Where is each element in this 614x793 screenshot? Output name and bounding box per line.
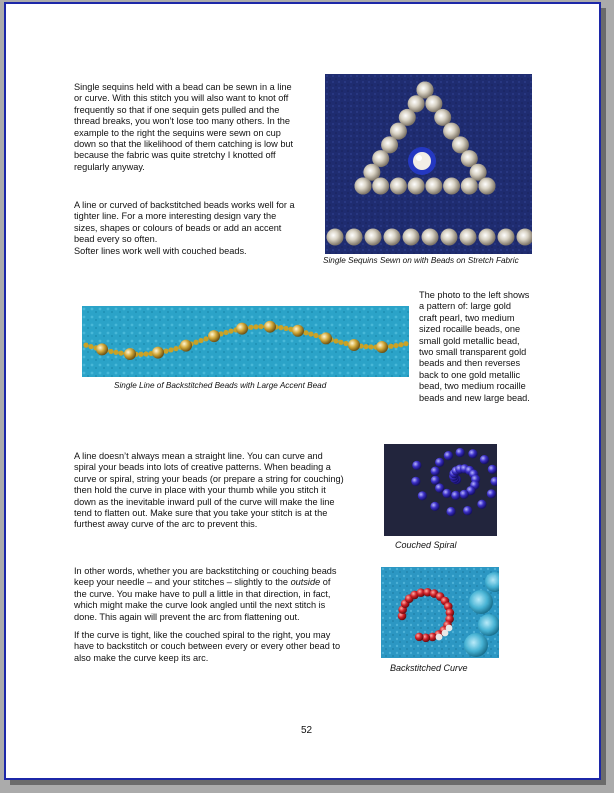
page-shadow-bottom: [10, 780, 606, 785]
seed-bead: [88, 344, 93, 349]
text-line: craft pearl, two medium: [419, 312, 515, 323]
spiral-bead: [446, 507, 455, 516]
spiral-bead: [460, 490, 469, 499]
text-line: beads and new large bead.: [419, 392, 530, 403]
sequin: [479, 178, 496, 195]
sequin: [460, 229, 477, 246]
sequins-caption: Single Sequins Sewn on with Beads on Stretch Fabric: [323, 256, 519, 265]
accent-bead: [292, 325, 304, 337]
seed-bead: [113, 350, 118, 355]
bead-pattern-description: [419, 290, 543, 404]
text-line: sizes, shapes or colours of beads or add an accent: [74, 222, 282, 233]
accent-bead: [236, 323, 248, 335]
couched-spiral-photo: [384, 444, 497, 536]
red-bead: [415, 633, 424, 642]
text-line: spiral your beads into lots of creative patterns. When beading a: [74, 462, 331, 473]
spiral-bead: [435, 458, 444, 467]
sequin: [425, 178, 442, 195]
text-line: Single sequins held with a bead can be sewn in a line: [74, 82, 292, 92]
text-line: If the curve is tight, like the couched spiral to the right, you may: [74, 630, 331, 640]
seed-bead: [163, 349, 168, 354]
text-line: tighter line. For a more interesting design vary the: [74, 211, 277, 222]
accent-bead: [96, 343, 108, 355]
seed-bead: [143, 351, 148, 356]
seed-bead: [368, 344, 373, 349]
backstitched-line-caption: Single Line of Backstitched Beads with Large Accent Bead: [114, 381, 327, 390]
backstitched-curve-photo: [381, 567, 499, 658]
seed-bead: [393, 343, 398, 348]
sequins-photo: [325, 74, 532, 254]
sequin: [441, 229, 458, 246]
accent-bead: [348, 339, 360, 351]
spiral-bead: [456, 448, 465, 457]
spiral-bead: [442, 489, 451, 498]
spiral-bead: [480, 455, 489, 464]
text-line: bead every so often.: [74, 234, 158, 245]
accent-bead: [320, 332, 332, 344]
accent-bead: [124, 348, 136, 360]
accent-bead: [180, 340, 192, 352]
text-line: Softer lines work well with couched beads.: [74, 245, 247, 256]
text-line: furthest away curve of the arc to prevent this.: [74, 519, 258, 530]
sequin: [403, 229, 420, 246]
seed-bead: [313, 333, 318, 338]
text-line: also make the curve keep its arc.: [74, 652, 209, 663]
text-line: tend to flatten out. Make sure that you take your stitch is at the: [74, 508, 328, 519]
text-line: or curve. With this stitch you will also want to knot off: [74, 93, 289, 104]
sequin: [346, 229, 363, 246]
seed-bead: [363, 344, 368, 349]
seed-bead: [333, 338, 338, 343]
text-line: because the fabric was quite stretchy I knotted off: [74, 150, 276, 161]
spiral-bead: [430, 502, 439, 511]
backstitched-line-photo: [82, 306, 409, 377]
accent-bead: [264, 321, 276, 333]
seed-bead: [283, 326, 288, 331]
text-line: In other words, whether you are backstitching or couching beads: [74, 566, 337, 576]
page-shadow-right: [601, 8, 606, 785]
spiral-bead: [488, 465, 497, 474]
tight-curve-paragraph: [74, 630, 374, 664]
text-line: beads and then reverses: [419, 358, 521, 369]
text-line: keep your needle – and your stitches – slightly to the outside of: [74, 577, 331, 588]
couched-spiral-caption: Couched Spiral: [395, 540, 457, 550]
text-line: have to backstitch or couch between every or every other bead to: [74, 641, 341, 652]
seed-bead: [253, 324, 258, 329]
spiral-bead: [463, 506, 472, 515]
sequin: [327, 229, 344, 246]
text-line: back to one gold metallic: [419, 369, 521, 380]
text-line: regularly anyway.: [74, 161, 145, 172]
text-line: which might make the curve look angled until the next stitch is: [74, 600, 326, 611]
sequin: [365, 229, 382, 246]
accent-bead: [208, 330, 220, 342]
seed-bead: [343, 341, 348, 346]
outside-curve-paragraph: [74, 566, 374, 623]
text-line: A line doesn’t always mean a straight line. You can curve and: [74, 451, 323, 461]
spiral-bead: [451, 491, 460, 500]
text-line: frequently so that if one sequin gets pulled and the: [74, 104, 280, 115]
sequins-paragraph: [74, 82, 318, 173]
seed-bead: [118, 350, 123, 355]
seed-bead: [398, 342, 403, 347]
spiral-bead: [431, 476, 440, 485]
accent-bead: [152, 347, 164, 359]
spiral-bead: [468, 449, 477, 458]
text-line: down as the inevitable inward pull of the curve will make the line: [74, 496, 335, 507]
text-line: small gold metallic bead,: [419, 335, 520, 346]
curves-paragraph: [74, 451, 374, 531]
sequin: [390, 178, 407, 195]
spiral-bead: [412, 461, 421, 470]
seed-bead: [303, 330, 308, 335]
sequin: [408, 178, 425, 195]
text-line: sized rocaille beads, one: [419, 324, 521, 335]
seed-bead: [198, 338, 203, 343]
text-line: A line or curved of backstitched beads works well for a: [74, 200, 295, 210]
spiral-bead: [431, 467, 440, 476]
seed-bead: [248, 325, 253, 330]
silver-bead: [446, 625, 453, 632]
sequin: [422, 229, 439, 246]
text-line: The photo to the left shows: [419, 290, 530, 300]
text-line: curve or spiral, string your beads (or prepare a string for couching): [74, 473, 344, 484]
seed-bead: [388, 344, 393, 349]
sequin: [372, 178, 389, 195]
seed-bead: [193, 340, 198, 345]
spiral-bead: [418, 491, 427, 500]
accent-bead: [376, 341, 388, 353]
backstitched-curve-caption: Backstitched Curve: [390, 663, 468, 673]
text-line: the curve. You make have to pull a little in that direction, in fact,: [74, 588, 331, 599]
sequin: [355, 178, 372, 195]
spiral-bead: [487, 489, 496, 498]
silver-bead: [436, 634, 443, 641]
seed-bead: [108, 349, 113, 354]
sequin: [498, 229, 515, 246]
page-number: 52: [301, 725, 313, 736]
seed-bead: [168, 347, 173, 352]
seed-bead: [173, 346, 178, 351]
seed-bead: [228, 328, 233, 333]
seed-bead: [338, 340, 343, 345]
text-line: done. This again will prevent the arc from flattening out.: [74, 611, 300, 622]
sequin: [461, 178, 478, 195]
spiral-bead: [477, 500, 486, 509]
backstitch-paragraph: [74, 200, 318, 257]
spiral-bead: [435, 483, 444, 492]
seed-bead: [83, 343, 88, 348]
text-line: two small transparent gold: [419, 347, 527, 358]
text-line: thread breaks, you won’t lose too many others. In the: [74, 116, 291, 127]
seed-bead: [203, 336, 208, 341]
text-line: a pattern of: large gold: [419, 301, 511, 312]
seed-bead: [403, 341, 408, 346]
sequin: [384, 229, 401, 246]
sequin: [479, 229, 496, 246]
spiral-bead: [444, 451, 453, 460]
seed-bead: [258, 324, 263, 329]
seed-bead: [308, 331, 313, 336]
text-line: bead, two medium rocaille: [419, 381, 526, 392]
seed-bead: [278, 325, 283, 330]
seed-bead: [138, 352, 143, 357]
sequin: [443, 178, 460, 195]
text-line: then hold the curve in place with your thumb while you stitch it: [74, 485, 326, 496]
text-line: down so that the likelihood of them catching is low but: [74, 139, 294, 150]
text-line: example to the right the sequins were sewn on cup: [74, 127, 281, 138]
seed-bead: [223, 330, 228, 335]
spiral-bead: [411, 477, 420, 486]
